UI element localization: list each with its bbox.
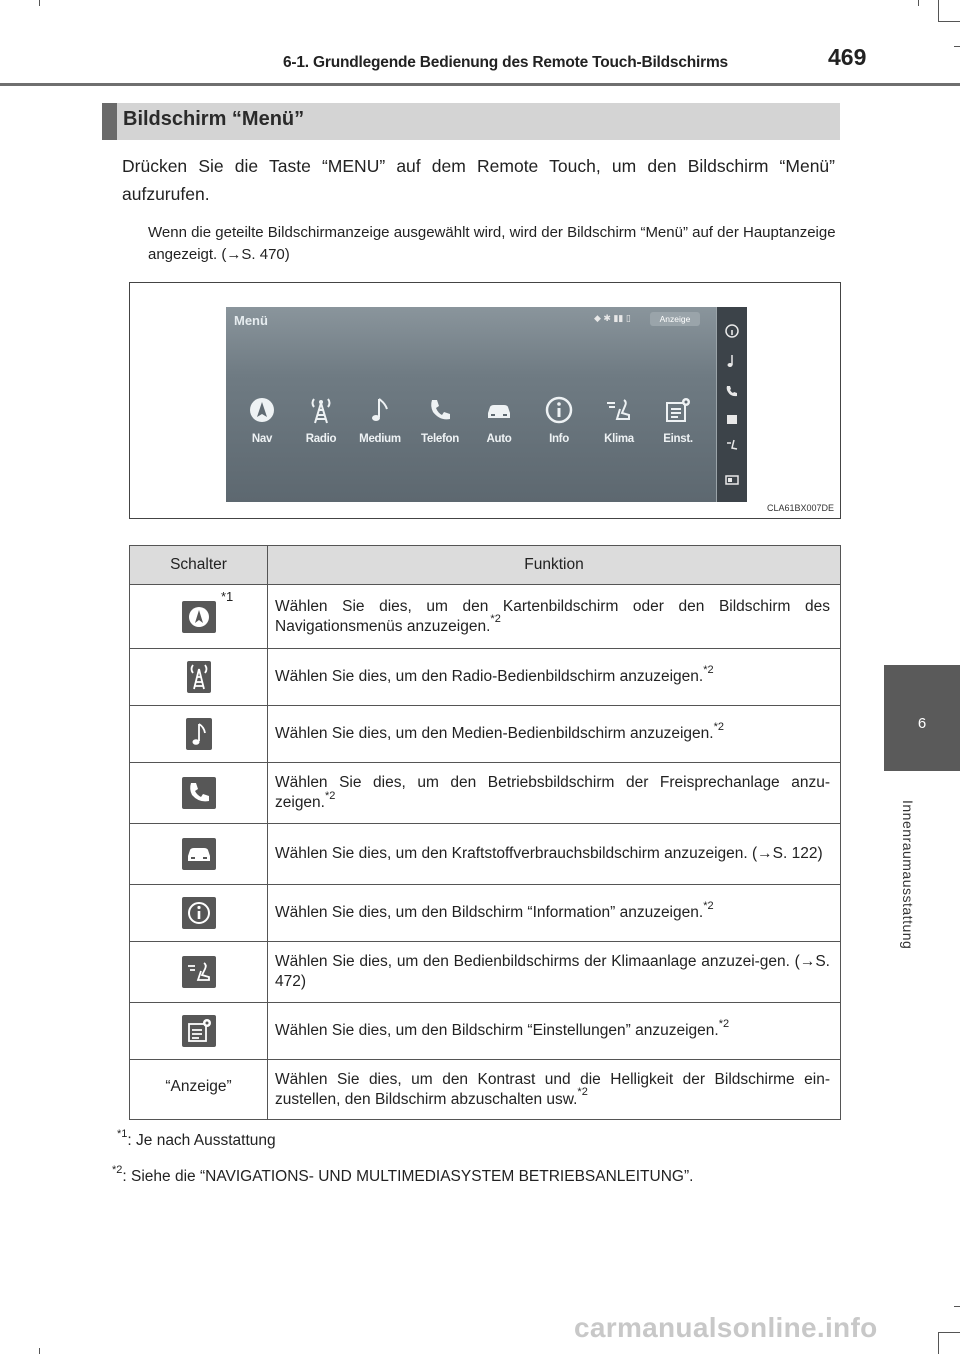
info-icon	[182, 897, 216, 929]
footnote-ref: *2	[703, 899, 714, 912]
chapter-number: 6	[917, 715, 927, 732]
function-cell	[268, 1060, 841, 1120]
menu-screen	[226, 307, 716, 502]
music-note-icon[interactable]	[724, 353, 740, 369]
function-text: Wählen Sie dies, um den Kontrast und die Helligkeit der Bildschirme ein-zustellen, den Bildschirm abzuschalten usw.	[275, 1070, 830, 1108]
climate-icon[interactable]	[724, 437, 740, 453]
radio-icon	[306, 395, 336, 425]
menu-label: Nav	[251, 433, 273, 445]
function-text: Wählen Sie dies, um den Bildschirm “Information” anzuzeigen.	[275, 904, 704, 921]
function-cell	[268, 763, 841, 824]
function-text: Wählen Sie dies, um den Betriebsbildschirm der Freisprechanlage anzu-zeigen.	[275, 774, 830, 811]
nav-icon	[182, 601, 216, 633]
table-row	[130, 763, 841, 824]
menu-label: Auto	[486, 433, 512, 445]
music-note-icon	[365, 395, 395, 425]
menu-telefon-button[interactable]	[410, 395, 470, 445]
function-text: Wählen Sie dies, um den Bildschirm “Einstellungen” anzuzeigen.	[275, 1022, 719, 1039]
table-row	[130, 649, 841, 706]
display-icon[interactable]	[724, 472, 740, 488]
table-row	[130, 942, 841, 1003]
car-icon	[484, 395, 514, 425]
screen-title: Menü	[234, 313, 268, 328]
function-cell	[268, 585, 841, 649]
menu-medium-button[interactable]	[350, 395, 410, 445]
footnote-1	[117, 1127, 276, 1150]
table-header-row	[130, 546, 841, 585]
function-cell	[268, 885, 841, 942]
header-rule	[0, 83, 960, 86]
info-icon[interactable]	[724, 323, 740, 339]
function-text: Wählen Sie dies, um den Bedienbildschirms der Klimaanlage anzuzei-gen. (→S. 472)	[275, 953, 830, 990]
table-row	[130, 1003, 841, 1060]
footnote-mark: *1	[117, 1127, 128, 1140]
climate-icon	[604, 395, 634, 425]
crop-mark	[938, 1332, 960, 1333]
section-heading-text: Bildschirm “Menü”	[123, 108, 305, 130]
crop-mark	[954, 1306, 960, 1307]
switch-cell	[130, 1003, 268, 1060]
table-row	[130, 706, 841, 763]
car-icon	[182, 838, 216, 870]
table-row	[130, 885, 841, 942]
menu-auto-button[interactable]	[469, 395, 529, 445]
menu-radio-button[interactable]	[291, 395, 351, 445]
function-text: Wählen Sie dies, um den Kartenbildschirm oder den Bildschirm des Navigationsmenüs anzuzeigen.	[275, 597, 830, 635]
menu-info-button[interactable]	[529, 395, 589, 445]
switch-cell	[130, 585, 268, 649]
footnote-ref: *2	[324, 789, 336, 802]
chapter-label: Innenraumausstattung	[900, 800, 916, 950]
menu-label: Klima	[604, 433, 634, 445]
menu-label: Telefon	[421, 433, 459, 445]
function-table	[129, 545, 841, 1120]
menu-label: Einst.	[663, 433, 693, 445]
menu-einst-button[interactable]	[648, 395, 708, 445]
crop-mark	[938, 21, 960, 22]
function-text: Wählen Sie dies, um den Kraftstoffverbrauchsbildschirm anzuzeigen. (→S. 122)	[275, 845, 823, 862]
crop-mark	[918, 0, 919, 6]
table-row	[130, 585, 841, 649]
menu-label: Info	[549, 433, 569, 445]
switch-cell	[130, 885, 268, 942]
climate-icon	[182, 956, 216, 988]
info-icon	[544, 395, 574, 425]
intro-paragraph: Drücken Sie die Taste “MENU” auf dem Remote Touch, um den Bildschirm “Menü” aufzurufen.	[122, 156, 835, 204]
table-row	[130, 824, 841, 885]
footnote-ref: *2	[703, 663, 714, 676]
switch-cell	[130, 706, 268, 763]
menu-label: Radio	[305, 433, 337, 445]
function-cell	[268, 942, 841, 1003]
table-row	[130, 1060, 841, 1120]
function-cell	[268, 706, 841, 763]
function-cell	[268, 1003, 841, 1060]
footnote-text: : Je nach Ausstattung	[127, 1132, 276, 1149]
phone-icon	[425, 395, 455, 425]
switch-cell	[130, 824, 268, 885]
column-header-function: Funktion	[268, 546, 841, 585]
music-note-icon	[186, 718, 212, 750]
function-cell	[268, 649, 841, 706]
function-text: Wählen Sie dies, um den Radio-Bedienbildschirm anzuzeigen.	[275, 668, 704, 685]
car-icon[interactable]	[724, 411, 740, 427]
footnote-mark: *2	[112, 1163, 123, 1176]
column-header-switch: Schalter	[130, 546, 268, 585]
menu-klima-button[interactable]	[589, 395, 649, 445]
crop-mark	[39, 1348, 40, 1354]
function-cell	[268, 824, 841, 885]
switch-cell	[130, 763, 268, 824]
switch-cell: “Anzeige”	[130, 1060, 268, 1120]
screen-figure	[129, 282, 841, 519]
anzeige-button[interactable]: Anzeige	[650, 312, 700, 326]
menu-nav-button[interactable]	[232, 395, 292, 445]
nav-icon	[247, 395, 277, 425]
footnote-text: : Siehe die “NAVIGATIONS- UND MULTIMEDIASYSTEM BETRIEBSANLEITUNG”.	[122, 1168, 694, 1185]
crop-mark	[39, 0, 40, 6]
section-heading	[102, 103, 840, 140]
settings-icon	[663, 395, 693, 425]
footnote-2	[112, 1163, 694, 1186]
function-text: Wählen Sie dies, um den Medien-Bedienbildschirm anzuzeigen.	[275, 725, 714, 742]
footnote-ref: *2	[490, 613, 501, 626]
page-number: 469	[828, 44, 867, 70]
phone-icon[interactable]	[724, 383, 740, 399]
crop-mark	[938, 1332, 939, 1354]
figure-code: CLA61BX007DE	[766, 503, 834, 513]
phone-icon	[182, 777, 216, 809]
footnote-ref: *2	[713, 720, 724, 733]
running-header-title: 6-1. Grundlegende Bedienung des Remote Touch-Bildschirms	[283, 54, 728, 71]
crop-mark	[954, 46, 960, 47]
note-paragraph: Wenn die geteilte Bildschirmanzeige ausgewählt wird, wird der Bildschirm “Menü” auf der Hauptanzeige angezeigt. (→S. 470)	[148, 224, 836, 263]
chapter-tab	[884, 665, 960, 771]
switch-cell	[130, 649, 268, 706]
footnote-ref: *2	[577, 1086, 588, 1099]
switch-cell	[130, 942, 268, 1003]
crop-mark	[938, 0, 939, 22]
settings-icon	[182, 1015, 216, 1047]
watermark: carmanualsonline.info	[574, 1312, 878, 1343]
footnote-ref: *2	[718, 1017, 730, 1030]
radio-icon	[187, 661, 211, 693]
screen-side-bar	[716, 307, 747, 502]
footnote-ref: *1	[221, 589, 234, 604]
menu-label: Medium	[359, 433, 401, 445]
status-icons: ◆ ✱ ▮▮ ▯	[594, 313, 631, 323]
